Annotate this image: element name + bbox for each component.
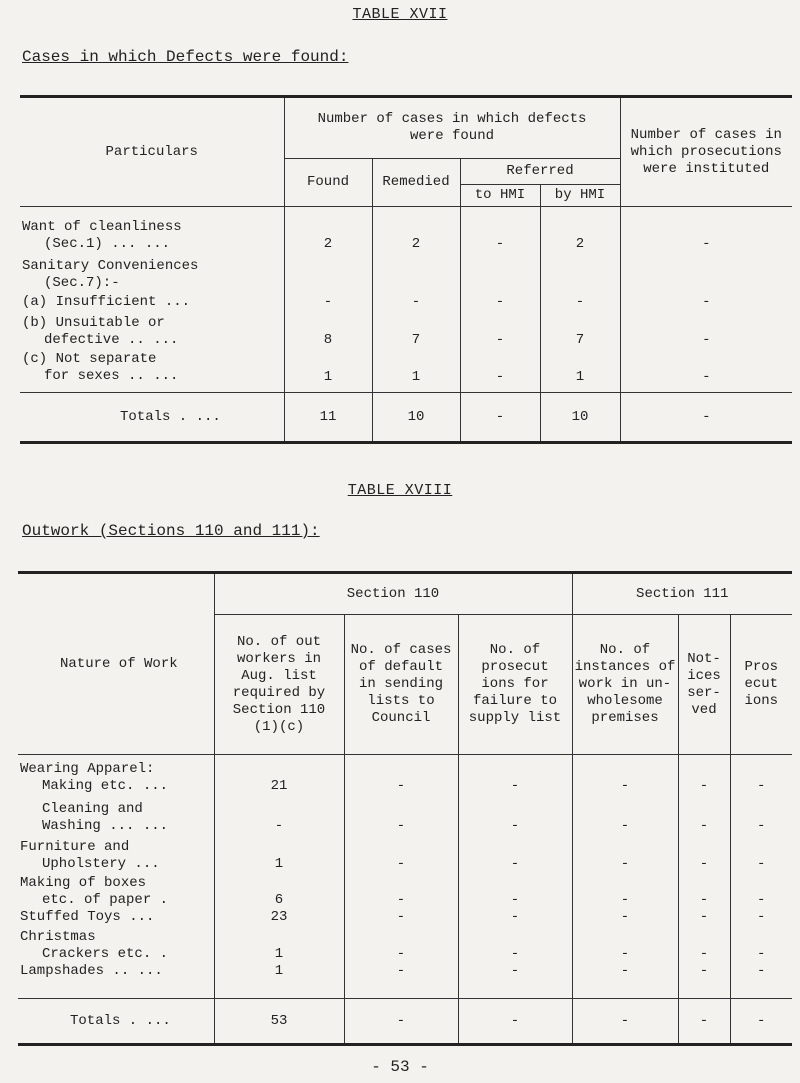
cell-found: 1 <box>284 349 372 393</box>
cell-prosecutions-111: - <box>730 873 792 909</box>
row-label: Christmas <box>20 928 96 945</box>
cell-outworkers: 1 <box>214 963 344 999</box>
cell-found: 2 <box>284 207 372 257</box>
header-found: Found <box>284 159 372 207</box>
cell-notices: - <box>678 873 730 909</box>
row-label: Cleaning and <box>42 800 143 817</box>
cell-by-hmi: 1 <box>540 349 620 393</box>
total-default: - <box>344 999 458 1045</box>
cell-instances: - <box>572 835 678 873</box>
totals-row <box>18 999 792 1045</box>
cell-prosecutions-110: - <box>458 835 572 873</box>
cell-prosecutions-111: - <box>730 755 792 795</box>
table-row <box>18 795 792 835</box>
row-label: Want of cleanliness <box>22 218 182 235</box>
row-label: (a) Insufficient ... <box>22 294 191 310</box>
totals-row <box>20 393 792 443</box>
cell-prosecutions-111: - <box>730 963 792 999</box>
table-row <box>18 873 792 909</box>
cell-to-hmi: - <box>460 349 540 393</box>
cell-instances: - <box>572 755 678 795</box>
cell-by-hmi: 7 <box>540 313 620 349</box>
table-18-title: TABLE XVIII <box>347 482 453 499</box>
cell-outworkers: 6 <box>214 873 344 909</box>
cell-default: - <box>344 835 458 873</box>
cell-remedied: 1 <box>372 349 460 393</box>
totals-label: Totals . ... <box>70 1012 171 1029</box>
cell-prosecutions-110: - <box>458 795 572 835</box>
header-particulars: Particulars <box>20 97 284 207</box>
cell-prosecutions: - <box>620 349 792 393</box>
cell-remedied: 7 <box>372 313 460 349</box>
cell-default: - <box>344 755 458 795</box>
total-to-hmi: - <box>460 393 540 443</box>
defects-table <box>20 95 792 444</box>
header-outworkers: No. of out workers in Aug. list required by Section 110 (1)(c) <box>214 615 344 755</box>
cell-default: - <box>344 963 458 999</box>
row-label-cont: Upholstery ... <box>42 855 160 872</box>
cell-instances: - <box>572 795 678 835</box>
row-label: Sanitary Conveniences <box>22 257 199 274</box>
cell-outworkers: 1 <box>214 927 344 963</box>
table-row <box>20 313 792 349</box>
cell-outworkers: 23 <box>214 909 344 927</box>
row-label-cont: (Sec.1) ... ... <box>44 235 171 252</box>
cell-prosecutions-111: - <box>730 835 792 873</box>
cell-default: - <box>344 873 458 909</box>
outwork-table <box>18 571 792 1046</box>
cell-outworkers: 1 <box>214 835 344 873</box>
cell-notices: - <box>678 835 730 873</box>
cell-default: - <box>344 795 458 835</box>
header-referred: Referred <box>460 159 620 185</box>
header-to-hmi: to HMI <box>460 185 540 207</box>
header-instances: No. of instances of work in un- wholesome premises <box>572 615 678 755</box>
cell-notices: - <box>678 755 730 795</box>
cell-to-hmi: - <box>460 293 540 313</box>
cell-to-hmi: - <box>460 207 540 257</box>
cell-by-hmi: - <box>540 293 620 313</box>
cell-instances: - <box>572 927 678 963</box>
row-label-cont: defective .. ... <box>44 331 179 348</box>
header-prosecutions-111: Pros ecut ions <box>730 615 792 755</box>
cell-prosecutions-110: - <box>458 909 572 927</box>
header-prosecutions-110: No. of prosecut ions for failure to supply list <box>458 615 572 755</box>
cell-prosecutions-110: - <box>458 927 572 963</box>
row-label-cont: (Sec.7):- <box>44 274 120 291</box>
total-remedied: 10 <box>372 393 460 443</box>
cell-prosecutions: - <box>620 293 792 313</box>
group-label: Wearing Apparel: <box>20 760 155 777</box>
cell-prosecutions-111: - <box>730 927 792 963</box>
header-remedied: Remedied <box>372 159 460 207</box>
header-default: No. of cases of default in sending lists to Council <box>344 615 458 755</box>
total-found: 11 <box>284 393 372 443</box>
cell-by-hmi: 2 <box>540 207 620 257</box>
row-label: Stuffed Toys ... <box>20 909 155 925</box>
table-18-caption: Outwork (Sections 110 and 111): <box>22 522 320 540</box>
cell-prosecutions-110: - <box>458 963 572 999</box>
cell-prosecutions-111: - <box>730 795 792 835</box>
table-row <box>20 349 792 393</box>
row-label: (c) Not separate <box>22 350 157 367</box>
header-prosecutions: Number of cases in which prosecutions were instituted <box>620 97 792 207</box>
cell-notices: - <box>678 963 730 999</box>
row-label-cont: Washing ... ... <box>42 817 169 834</box>
cell-prosecutions-111: - <box>730 909 792 927</box>
cell-found: - <box>284 293 372 313</box>
table-row <box>20 257 792 293</box>
header-by-hmi: by HMI <box>540 185 620 207</box>
row-label: Making of boxes <box>20 874 147 891</box>
total-instances: - <box>572 999 678 1045</box>
row-label: (b) Unsuitable or <box>22 314 165 331</box>
total-prosecutions-111: - <box>730 999 792 1045</box>
cell-notices: - <box>678 909 730 927</box>
table-17-caption: Cases in which Defects were found: <box>22 48 349 66</box>
table-row <box>18 755 792 795</box>
header-notices: Not- ices ser- ved <box>678 615 730 755</box>
table-row <box>20 293 792 313</box>
cell-notices: - <box>678 795 730 835</box>
cell-prosecutions: - <box>620 313 792 349</box>
cell-default: - <box>344 909 458 927</box>
total-notices: - <box>678 999 730 1045</box>
total-outworkers: 53 <box>214 999 344 1045</box>
table-row <box>20 207 792 257</box>
row-label: Making etc. ... <box>42 777 169 794</box>
total-prosecutions: - <box>620 393 792 443</box>
row-label-cont: for sexes .. ... <box>44 367 179 384</box>
table-17-title: TABLE XVII <box>352 6 448 23</box>
header-section-111: Section 111 <box>572 573 792 615</box>
header-section-110: Section 110 <box>214 573 572 615</box>
header-number-of-cases: Number of cases in which defects were found <box>284 97 620 159</box>
table-row <box>18 909 792 927</box>
row-label-cont: Crackers etc. . <box>42 945 169 962</box>
cell-prosecutions-110: - <box>458 873 572 909</box>
cell-outworkers: 21 <box>214 755 344 795</box>
cell-instances: - <box>572 909 678 927</box>
cell-found: 8 <box>284 313 372 349</box>
cell-instances: - <box>572 873 678 909</box>
cell-instances: - <box>572 963 678 999</box>
total-by-hmi: 10 <box>540 393 620 443</box>
table-row <box>18 927 792 963</box>
cell-prosecutions: - <box>620 207 792 257</box>
cell-to-hmi: - <box>460 313 540 349</box>
totals-label: Totals . ... <box>120 408 221 425</box>
table-row <box>18 963 792 999</box>
header-nature-of-work: Nature of Work <box>18 573 214 755</box>
row-label-cont: etc. of paper . <box>42 891 169 908</box>
cell-default: - <box>344 927 458 963</box>
cell-remedied: - <box>372 293 460 313</box>
row-label: Furniture and <box>20 838 130 855</box>
page-number: - 53 - <box>371 1058 429 1076</box>
cell-remedied: 2 <box>372 207 460 257</box>
cell-prosecutions-110: - <box>458 755 572 795</box>
cell-outworkers: - <box>214 795 344 835</box>
row-label: Lampshades .. ... <box>20 962 163 979</box>
cell-notices: - <box>678 927 730 963</box>
table-row <box>18 835 792 873</box>
total-prosecutions-110: - <box>458 999 572 1045</box>
